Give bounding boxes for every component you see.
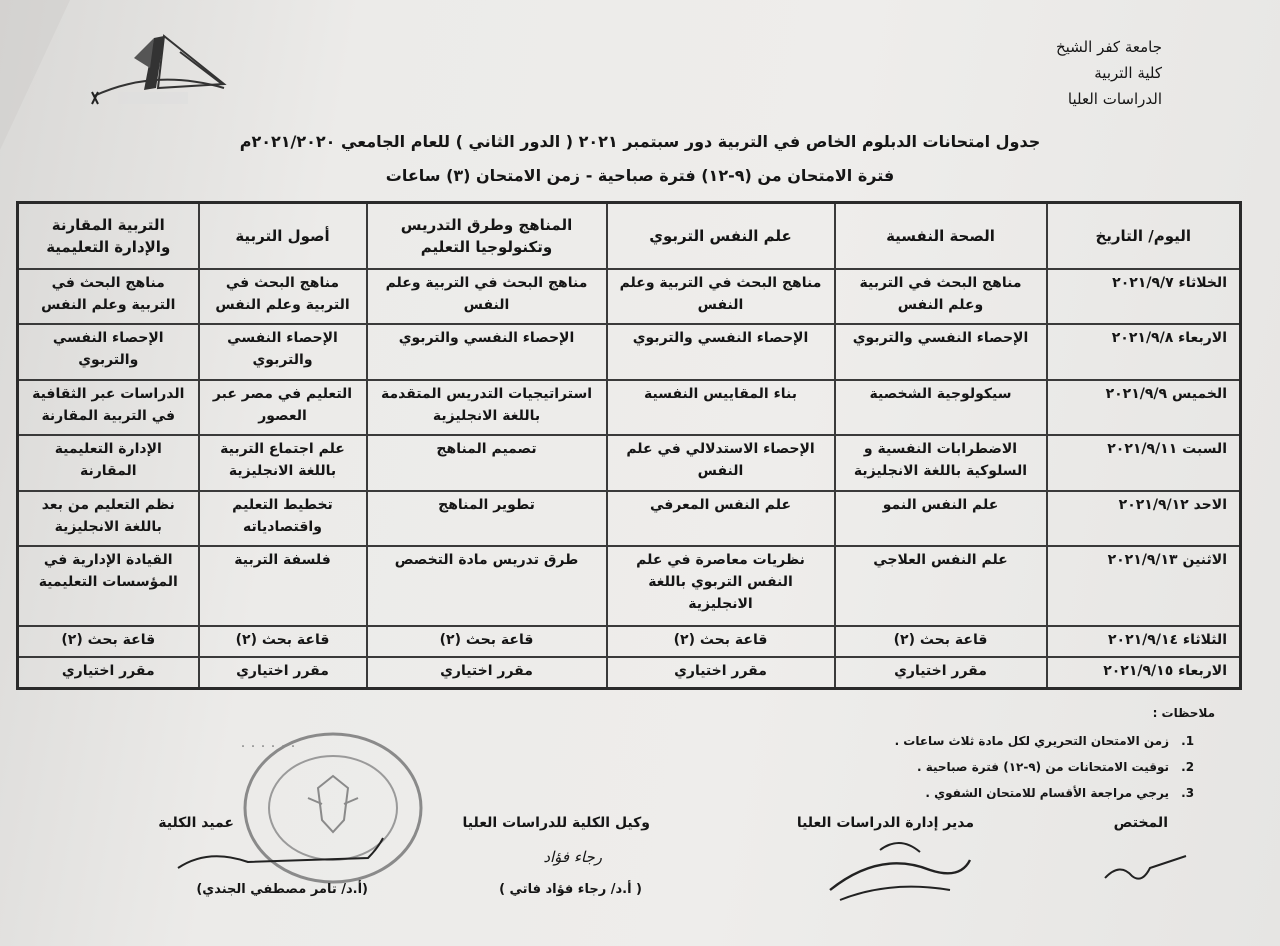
header-curricula: المناهج وطرق التدريس وتكنولوجيا التعليم [367,203,607,270]
table-cell: التعليم في مصر عبر العصور [199,380,367,435]
table-cell: مناهج البحث في التربية وعلم النفس [18,269,199,324]
notes-list [715,728,1215,806]
svg-text:・・・・・・: ・・・・・・ [238,742,298,753]
table-cell: الإحصاء النفسي والتربوي [367,324,607,379]
header-mental-health: الصحة النفسية [835,203,1047,270]
note-item: 1. زمن الامتحان التحريري لكل مادة ثلاث ساعات . [715,728,1177,754]
table-cell: علم النفس العلاجي [835,546,1047,626]
header-date: اليوم/ التاريخ [1047,203,1241,270]
table-cell: مقرر اختياري [607,657,835,689]
table-cell: الإحصاء النفسي والتربوي [18,324,199,379]
header-foundations: أصول التربية [199,203,367,270]
table-cell: طرق تدريس مادة التخصص [367,546,607,626]
note-item: 3. يرجي مراجعة الأقسام للامتحان الشفوي . [715,780,1177,806]
table-cell-date: الخميس ٢٠٢١/٩/٩ [1047,380,1241,435]
page-fold-shadow [0,0,70,150]
header-comparative-education: التربية المقارنة والإدارة التعليمية [18,203,199,270]
table-cell: علم اجتماع التربية باللغة الانجليزية [199,435,367,490]
table-row [18,380,1241,435]
dean-signature [168,828,388,888]
admin-director-title: مدير إدارة الدراسات العليا [796,815,974,831]
table-cell-date: الاربعاء ٢٠٢١/٩/١٥ [1047,657,1241,689]
specialist-signature [1100,848,1190,888]
table-row [18,657,1241,689]
table-cell: مناهج البحث في التربية وعلم النفس [199,269,367,324]
table-cell-date: السبت ٢٠٢١/٩/١١ [1047,435,1241,490]
table-cell: تصميم المناهج [367,435,607,490]
university-name: جامعة كفر الشيخ [1055,38,1162,56]
table-cell: الإدارة التعليمية المقارنة [18,435,199,490]
table-cell: علم النفس المعرفي [607,491,835,546]
table-row [18,324,1241,379]
table-cell: الدراسات عبر الثقافية في التربية المقارنة [18,380,199,435]
dean-name: (أ.د/ تامر مصطفي الجندي) [196,882,368,897]
table-cell: الإحصاء النفسي والتربوي [835,324,1047,379]
schedule-subtitle: فترة الامتحان من (٩-١٢) فترة صباحية - زمن الامتحان (٣) ساعات [385,166,895,185]
table-cell: الإحصاء النفسي والتربوي [607,324,835,379]
table-cell: مقرر اختياري [199,657,367,689]
table-row [18,491,1241,546]
table-cell-date: الثلاثاء ٢٠٢١/٩/١٤ [1047,626,1241,657]
table-cell: الإحصاء الاستدلالي في علم النفس [607,435,835,490]
table-cell: قاعة بحث (٢) [367,626,607,657]
table-cell: بناء المقاييس النفسية [607,380,835,435]
table-cell: علم النفس النمو [835,491,1047,546]
dean-title: عميد الكلية [158,815,234,831]
vice-dean-title: وكيل الكلية للدراسات العليا [462,815,650,831]
table-cell: قاعة بحث (٢) [18,626,199,657]
department-name: الدراسات العليا [1067,90,1162,108]
vice-dean-name: ( أ.د/ رجاء فؤاد فاتي ) [499,882,642,897]
table-cell: تطوير المناهج [367,491,607,546]
university-logo [84,28,234,108]
table-cell-date: الاحد ٢٠٢١/٩/١٢ [1047,491,1241,546]
table-cell: القيادة الإدارية في المؤسسات التعليمية [18,546,199,626]
table-cell: قاعة بحث (٢) [835,626,1047,657]
table-cell: سيكولوجية الشخصية [835,380,1047,435]
table-row [18,626,1241,657]
table-row [18,546,1241,626]
table-cell: نظريات معاصرة في علم النفس التربوي باللغة الانجليزية [607,546,835,626]
notes-heading: ملاحظات : [1152,706,1215,720]
header-educational-psychology: علم النفس التربوي [607,203,835,270]
exam-schedule-table [16,201,1242,690]
table-cell-date: الاربعاء ٢٠٢١/٩/٨ [1047,324,1241,379]
table-cell: الاضطرابات النفسية و السلوكية باللغة الانجليزية [835,435,1047,490]
table-cell-date: الخلاثاء ٢٠٢١/٩/٧ [1047,269,1241,324]
table-cell: قاعة بحث (٢) [607,626,835,657]
schedule-title: جدول امتحانات الدبلوم الخاص في التربية دور سبتمبر ٢٠٢١ ( الدور الثاني ) للعام الجامعي ٢٠٢١/٢٠٢٠م [239,132,1041,151]
table-row [18,435,1241,490]
table-cell: مقرر اختياري [835,657,1047,689]
table-cell: مناهج البحث في التربية وعلم النفس [367,269,607,324]
table-row [18,269,1241,324]
vice-dean-handwritten-signature: رجاء فؤاد [543,848,602,866]
university-header [1056,34,1162,112]
table-cell: فلسفة التربية [199,546,367,626]
table-cell: نظم التعليم من بعد باللغة الانجليزية [18,491,199,546]
faculty-name: كلية التربية [1094,64,1162,82]
table-cell-date: الاثنين ٢٠٢١/٩/١٣ [1047,546,1241,626]
table-cell: قاعة بحث (٢) [199,626,367,657]
notes-section [715,700,1215,806]
table-cell: تخطيط التعليم واقتصادياته [199,491,367,546]
table-header-row [18,203,1241,270]
table-cell: مناهج البحث في التربية وعلم النفس [835,269,1047,324]
table-cell: استراتيجيات التدريس المتقدمة باللغة الانجليزية [367,380,607,435]
table-cell: مناهج البحث في التربية وعلم النفس [607,269,835,324]
table-cell: مقرر اختياري [367,657,607,689]
admin-director-signature [820,830,980,910]
table-cell: الإحصاء النفسي والتربوي [199,324,367,379]
specialist-title: المختص [1113,815,1168,831]
table-cell: مقرر اختياري [18,657,199,689]
note-item: 2. توقيت الامتحانات من (٩-١٢) فترة صباحية . [715,754,1177,780]
